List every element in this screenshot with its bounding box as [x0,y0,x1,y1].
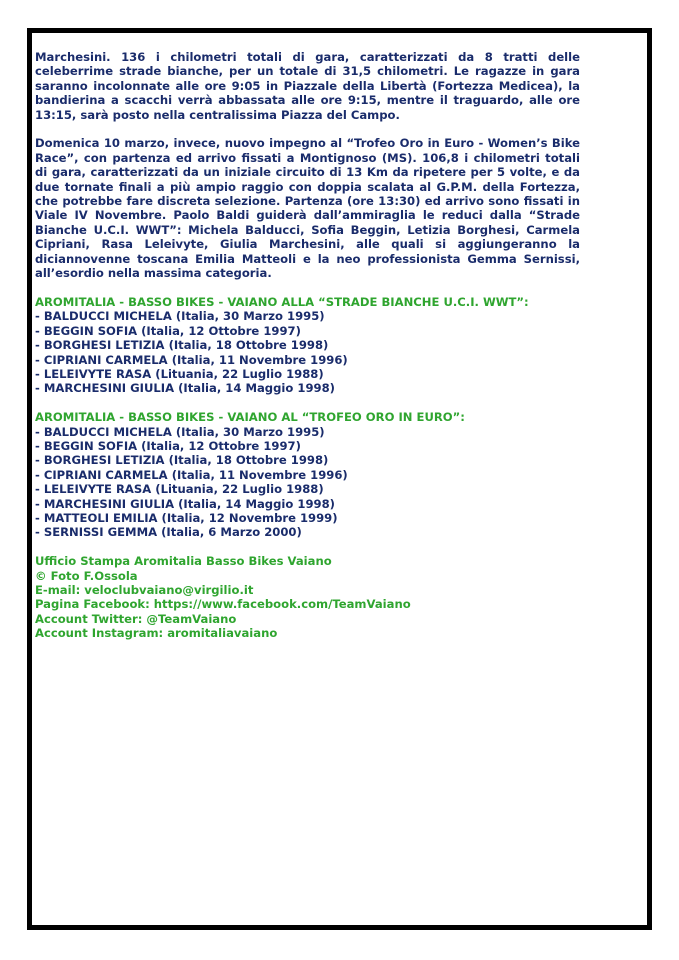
paragraph-trofeo-oro: Domenica 10 marzo, invece, nuovo impegno al “Trofeo Oro in Euro - Women’s Bike Race”, con partenza ed arrivo fissati a Montignoso (MS). 106,8 i chilometri totali di gara, caratterizzati da un iniziale circuito di 13 Km da ripetere per 5 volte, e da due tornate finali a più ampio raggio con doppia scalata al G.P.M. della Fortezza, che potrebbe fare discreta selezione. Partenza (ore 13:30) ed arrivo sono fissati in Viale IV Novembre. Paolo Baldi guiderà dall’ammiraglia le reduci dalla “Strade Bianche U.C.I. WWT”: Michela Balducci, Sofia Beggin, Letizia Borghesi, Carmela Cipriani, Rasa Leleivyte, Giulia Marchesini, alle quali si aggiungeranno la diciannovenne toscana Emilia Matteoli e la neo professionista Gemma Sernissi, all’esordio nella massima categoria. [35,136,580,281]
roster-item: - BALDUCCI MICHELA (Italia, 30 Marzo 1995) [35,309,325,324]
credit-photo: © Foto F.Ossola [35,568,138,583]
credit-instagram: Account Instagram: aromitaliavaiano [35,626,278,641]
press-office-credits [35,554,580,640]
roster-title-strade-bianche: AROMITALIA - BASSO BIKES - VAIANO ALLA “STRADE BIANCHE U.C.I. WWT”: [35,294,529,309]
roster-item: - LELEIVYTE RASA (Lituania, 22 Luglio 1988) [35,366,324,381]
roster-item: - BEGGIN SOFIA (Italia, 12 Ottobre 1997) [35,438,301,453]
credit-press-office: Ufficio Stampa Aromitalia Basso Bikes Vaiano [35,554,332,569]
roster-item: - BALDUCCI MICHELA (Italia, 30 Marzo 1995) [35,424,325,439]
roster-item: - MARCHESINI GIULIA (Italia, 14 Maggio 1998) [35,381,335,396]
document-body [35,50,580,641]
paragraph-stage-details: Marchesini. 136 i chilometri totali di gara, caratterizzati da 8 tratti delle celeberrime strade bianche, per un totale di 31,5 chilometri. Le ragazze in gara saranno incolonnate alle ore 9:05 in Piazzale della Libertà (Fortezza Medicea), la bandierina a scacchi verrà abbassata alle ore 9:15, mentre il traguardo, alle ore 13:15, sarà posto nella centralissima Piazza del Campo. [35,50,580,122]
credit-email: E-mail: veloclubvaiano@virgilio.it [35,582,254,597]
roster-item: - LELEIVYTE RASA (Lituania, 22 Luglio 1988) [35,482,324,497]
roster-item: - MARCHESINI GIULIA (Italia, 14 Maggio 1998) [35,496,335,511]
roster-item: - MATTEOLI EMILIA (Italia, 12 Novembre 1999) [35,510,338,525]
credit-facebook: Pagina Facebook: https://www.facebook.com/TeamVaiano [35,597,411,612]
roster-list-trofeo-oro [35,425,580,540]
roster-item: - CIPRIANI CARMELA (Italia, 11 Novembre 1996) [35,352,348,367]
roster-item: - BORGHESI LETIZIA (Italia, 18 Ottobre 1998) [35,338,329,353]
roster-item: - BEGGIN SOFIA (Italia, 12 Ottobre 1997) [35,323,301,338]
roster-item: - BORGHESI LETIZIA (Italia, 18 Ottobre 1998) [35,453,329,468]
roster-list-strade-bianche [35,309,580,395]
roster-item: - CIPRIANI CARMELA (Italia, 11 Novembre 1996) [35,467,348,482]
credit-twitter: Account Twitter: @TeamVaiano [35,611,237,626]
roster-item: - SERNISSI GEMMA (Italia, 6 Marzo 2000) [35,525,302,540]
roster-title-trofeo-oro: AROMITALIA - BASSO BIKES - VAIANO AL “TROFEO ORO IN EURO”: [35,410,465,425]
